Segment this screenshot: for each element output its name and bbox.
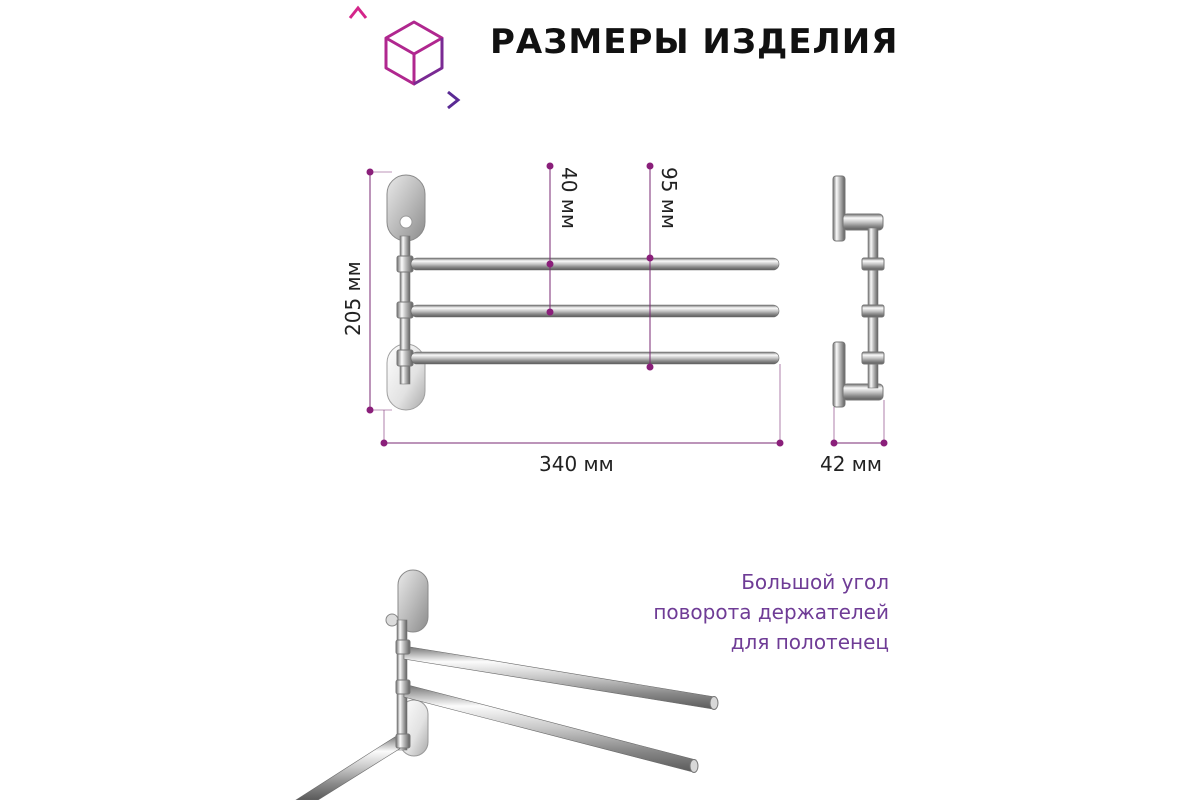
depth-dimension-label: 42 мм xyxy=(820,452,882,476)
height-dimension-label: 205 мм xyxy=(341,261,365,336)
caption-line-3: для полотенец xyxy=(730,630,889,654)
caption-line-2: поворота держателей xyxy=(653,600,889,624)
feature-caption xyxy=(653,567,889,657)
bar-offset-label: 95 мм xyxy=(657,167,681,229)
front-view xyxy=(387,175,779,410)
cube-axes-icon xyxy=(350,8,458,108)
side-view xyxy=(833,176,884,407)
page-title: РАЗМЕРЫ ИЗДЕЛИЯ xyxy=(490,22,899,62)
bar-spacing-label: 40 мм xyxy=(557,167,581,229)
caption-line-1: Большой угол xyxy=(741,570,889,594)
width-dimension-label: 340 мм xyxy=(539,452,614,476)
